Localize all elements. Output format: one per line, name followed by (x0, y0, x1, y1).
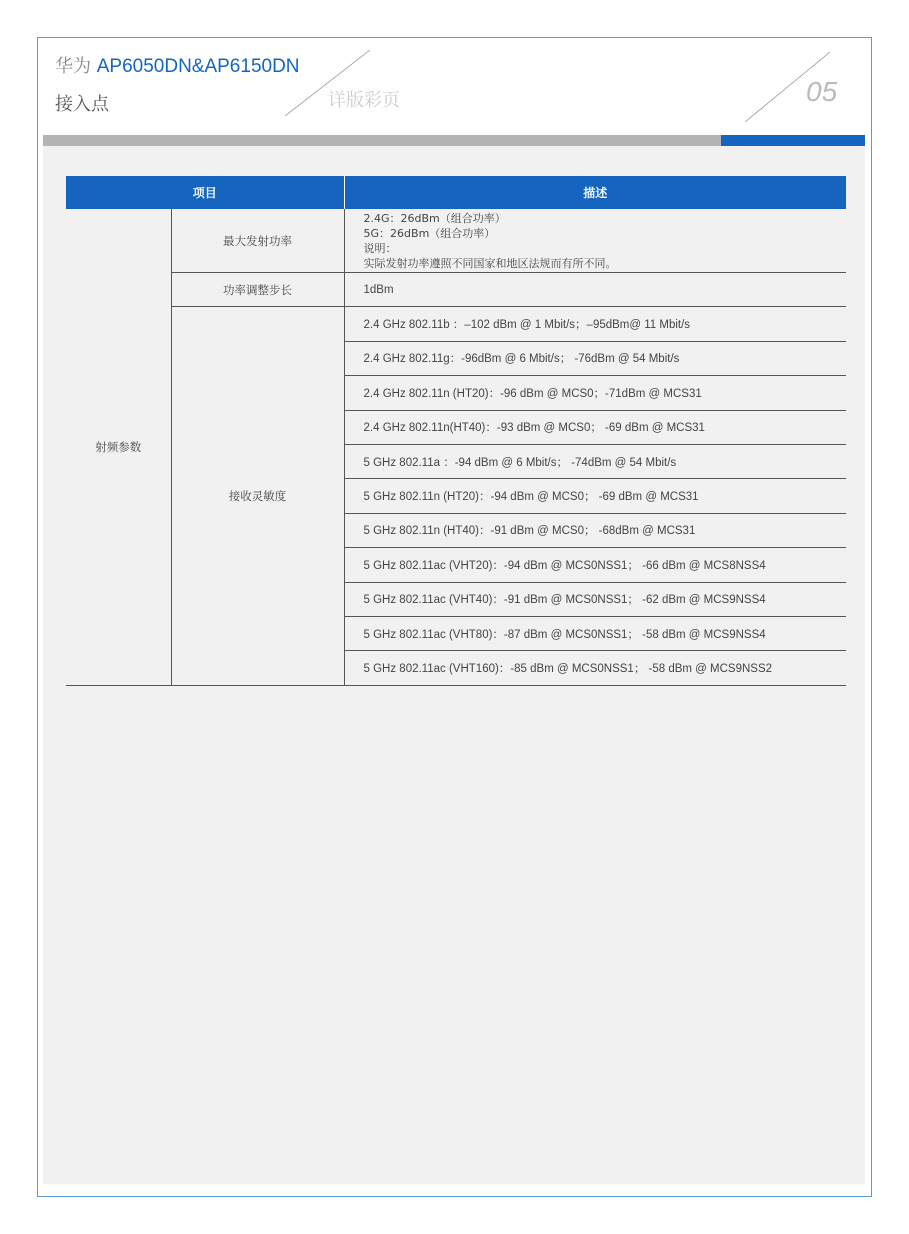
page-number: 05 (806, 76, 838, 107)
sensitivity-value: 5 GHz 802.11n (HT20)：-94 dBm @ MCS0； -69 dBm @ MCS31 (344, 479, 846, 513)
table-row (66, 307, 846, 341)
power-step-label: 功率调整步长 (171, 273, 344, 307)
sensitivity-value: 5 GHz 802.11a ：-94 dBm @ 6 Mbit/s； -74dBm @ 54 Mbit/s (344, 444, 846, 478)
max-power-note-label: 说明： (363, 242, 397, 255)
sensitivity-value: 5 GHz 802.11ac (VHT40)：-91 dBm @ MCS0NSS1； -62 dBm @ MCS9NSS4 (344, 582, 846, 616)
power-step-value: 1dBm (344, 273, 846, 307)
max-power-value (344, 209, 846, 273)
max-power-label: 最大发射功率 (171, 209, 344, 273)
sensitivity-value: 5 GHz 802.11n (HT40)：-91 dBm @ MCS0； -68dBm @ MCS31 (344, 513, 846, 547)
sensitivity-value: 5 GHz 802.11ac (VHT20)：-94 dBm @ MCS0NSS1； -66 dBm @ MCS8NSS4 (344, 548, 846, 582)
sensitivity-value: 2.4 GHz 802.11b ：–102 dBm @ 1 Mbit/s；–95dBm@ 11 Mbit/s (344, 307, 846, 341)
sensitivity-label: 接收灵敏度 (171, 307, 344, 685)
product-type: 接入点 (55, 94, 109, 115)
brand-name: 华为 (55, 56, 91, 77)
header-item: 项目 (66, 176, 344, 209)
category-cell: 射频参数 (66, 209, 171, 685)
sensitivity-value: 2.4 GHz 802.11n (HT20)：-96 dBm @ MCS0；-71dBm @ MCS31 (344, 376, 846, 410)
document-title (55, 52, 300, 78)
table-header-row (66, 176, 846, 209)
model-name: AP6050DN&AP6150DN (96, 56, 300, 77)
document-type: 详版彩页 (328, 90, 400, 111)
max-power-line: 2.4G：26dBm（组合功率） (363, 212, 506, 225)
header-description: 描述 (344, 176, 846, 209)
header-bar-blue (721, 135, 865, 146)
sensitivity-value: 5 GHz 802.11ac (VHT160)：-85 dBm @ MCS0NSS1； -58 dBm @ MCS9NSS2 (344, 651, 846, 685)
spec-table (66, 176, 846, 686)
sensitivity-value: 5 GHz 802.11ac (VHT80)：-87 dBm @ MCS0NSS1； -58 dBm @ MCS9NSS4 (344, 616, 846, 650)
sensitivity-value: 2.4 GHz 802.11n(HT40)：-93 dBm @ MCS0； -69 dBm @ MCS31 (344, 410, 846, 444)
max-power-line: 5G：26dBm（组合功率） (363, 227, 496, 240)
table-row (66, 209, 846, 273)
header-bar-gray (43, 135, 721, 146)
sensitivity-value: 2.4 GHz 802.11g：-96dBm @ 6 Mbit/s； -76dBm @ 54 Mbit/s (344, 341, 846, 375)
max-power-note: 实际发射功率遵照不同国家和地区法规而有所不同。 (363, 257, 617, 270)
table-row (66, 273, 846, 307)
